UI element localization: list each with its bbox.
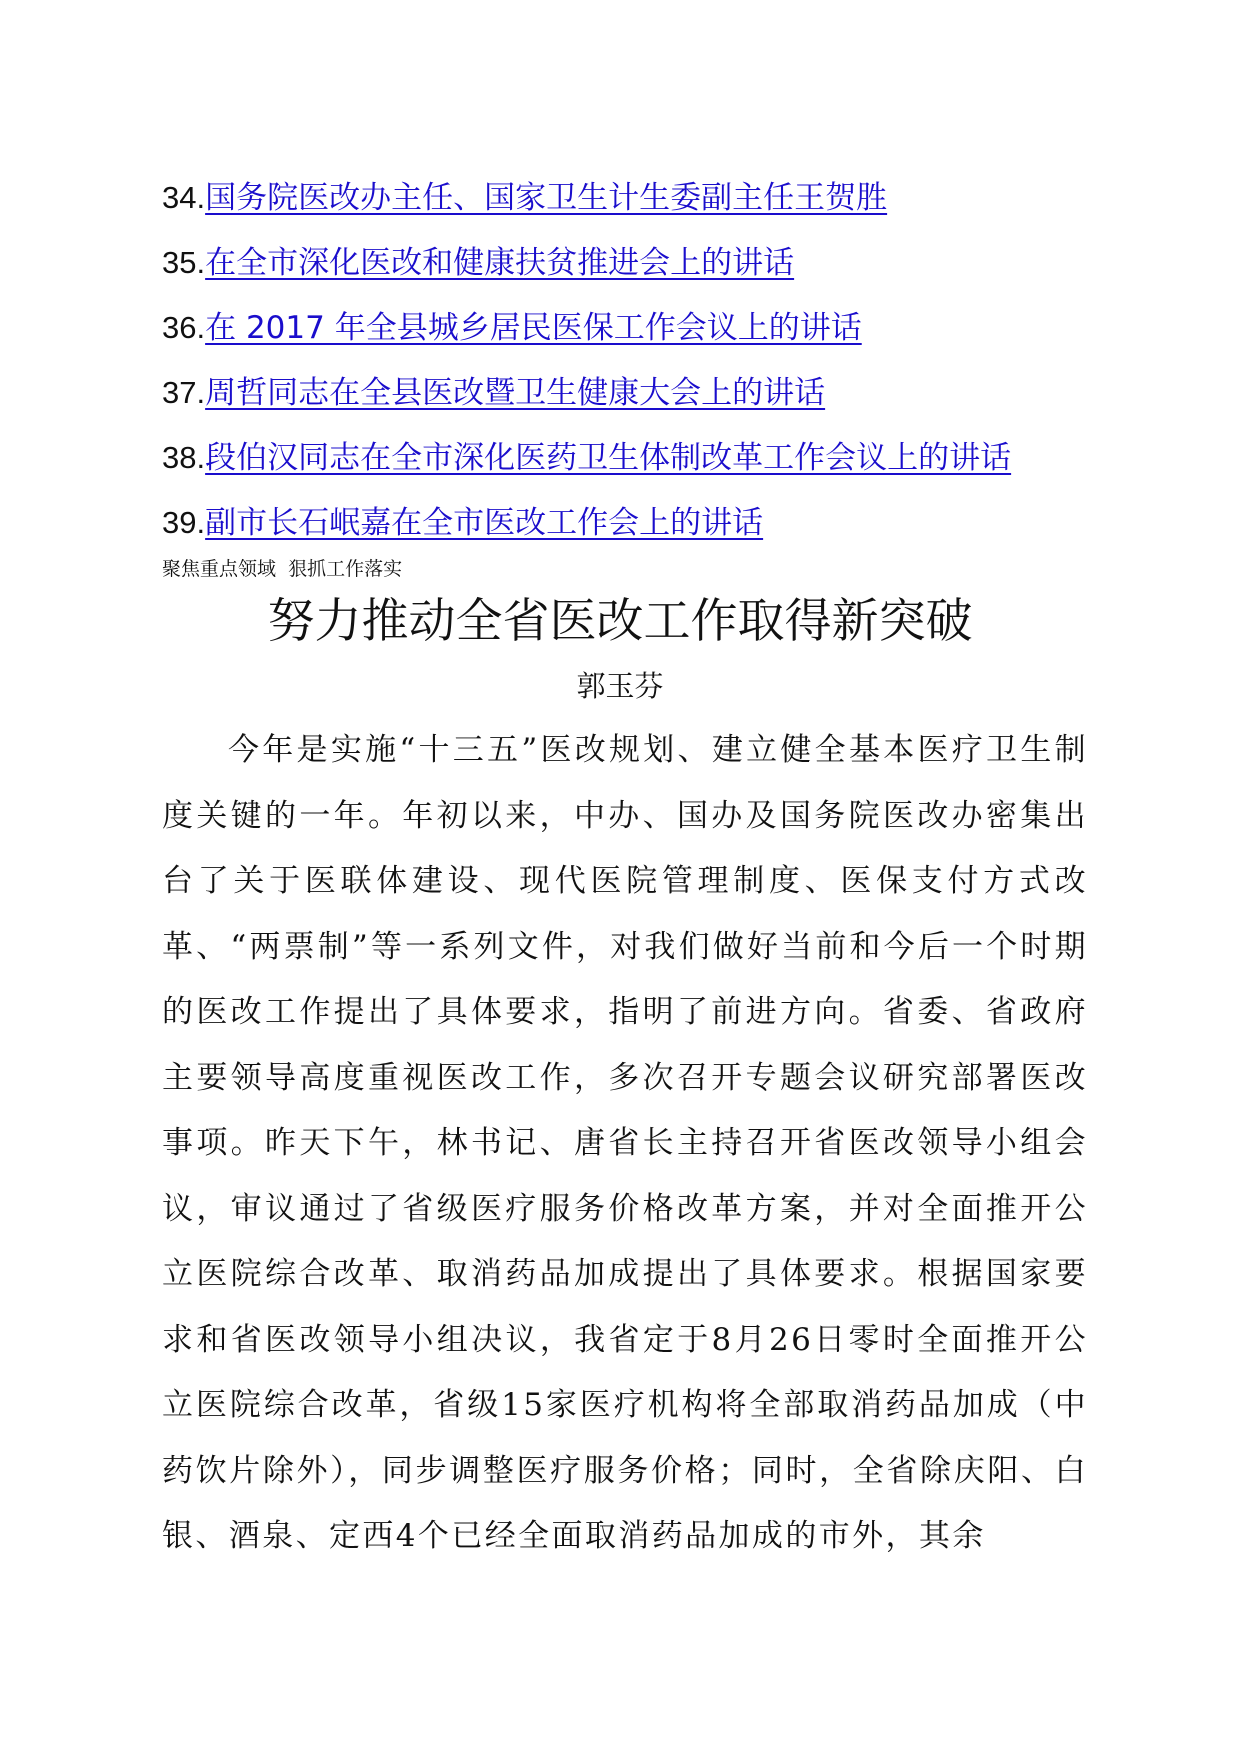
toc-item-number: 36. bbox=[162, 310, 206, 345]
toc-link[interactable]: 周哲同志在全县医改暨卫生健康大会上的讲话 bbox=[205, 375, 826, 411]
toc-list bbox=[162, 168, 1122, 558]
toc-item-number: 35. bbox=[162, 245, 206, 280]
toc-item bbox=[162, 168, 1122, 233]
toc-item bbox=[162, 493, 1122, 558]
toc-item bbox=[162, 298, 1122, 363]
article-title: 努力推动全省医改工作取得新突破 bbox=[267, 594, 973, 649]
toc-item-number: 38. bbox=[162, 440, 206, 475]
article-paragraph: 今年是实施“十三五”医改规划、建立健全基本医疗卫生制度关键的一年。年初以来，中办、国办及国务院医改办密集出台了关于医联体建设、现代医院管理制度、医保支付方式改革、“两票制”等一系列文件，对我们做好当前和今后一个时期的医改工作提出了具体要求，指明了前进方向。省委、省政府主要领导高度重视医改工作，多次召开专题会议研究部署医改事项。昨天下午，林书记、唐省长主持召开省医改领导小组会议，审议通过了省级医疗服务价格改革方案，并对全面推开公立医院综合改革、取消药品加成提出了具体要求。根据国家要求和省医改领导小组决议，我省定于8月26日零时全面推开公立医院综合改革，省级15家医疗机构将全部取消药品加成（中药饮片除外），同步调整医疗服务价格；同时，全省除庆阳、白银、酒泉、定西4个已经全面取消药品加成的市外，其余 bbox=[162, 732, 1088, 1554]
toc-link[interactable]: 在 2017 年全县城乡居民医保工作会议上的讲话 bbox=[205, 310, 862, 346]
toc-link[interactable]: 段伯汉同志在全市深化医药卫生体制改革工作会议上的讲话 bbox=[205, 440, 1012, 476]
toc-item bbox=[162, 428, 1122, 493]
article-author: 郭玉芬 bbox=[576, 669, 664, 703]
toc-item bbox=[162, 233, 1122, 298]
toc-link[interactable]: 国务院医改办主任、国家卫生计生委副主任王贺胜 bbox=[205, 180, 888, 216]
toc-item-number: 37. bbox=[162, 375, 206, 410]
toc-item bbox=[162, 363, 1122, 428]
toc-link[interactable]: 在全市深化医改和健康扶贫推进会上的讲话 bbox=[205, 245, 795, 281]
article-subhead: 聚焦重点领域 狠抓工作落实 bbox=[162, 558, 403, 580]
toc-item-number: 39. bbox=[162, 505, 206, 540]
toc-link[interactable]: 副市长石岷嘉在全市医改工作会上的讲话 bbox=[205, 505, 764, 541]
toc-item-number: 34. bbox=[162, 180, 206, 215]
